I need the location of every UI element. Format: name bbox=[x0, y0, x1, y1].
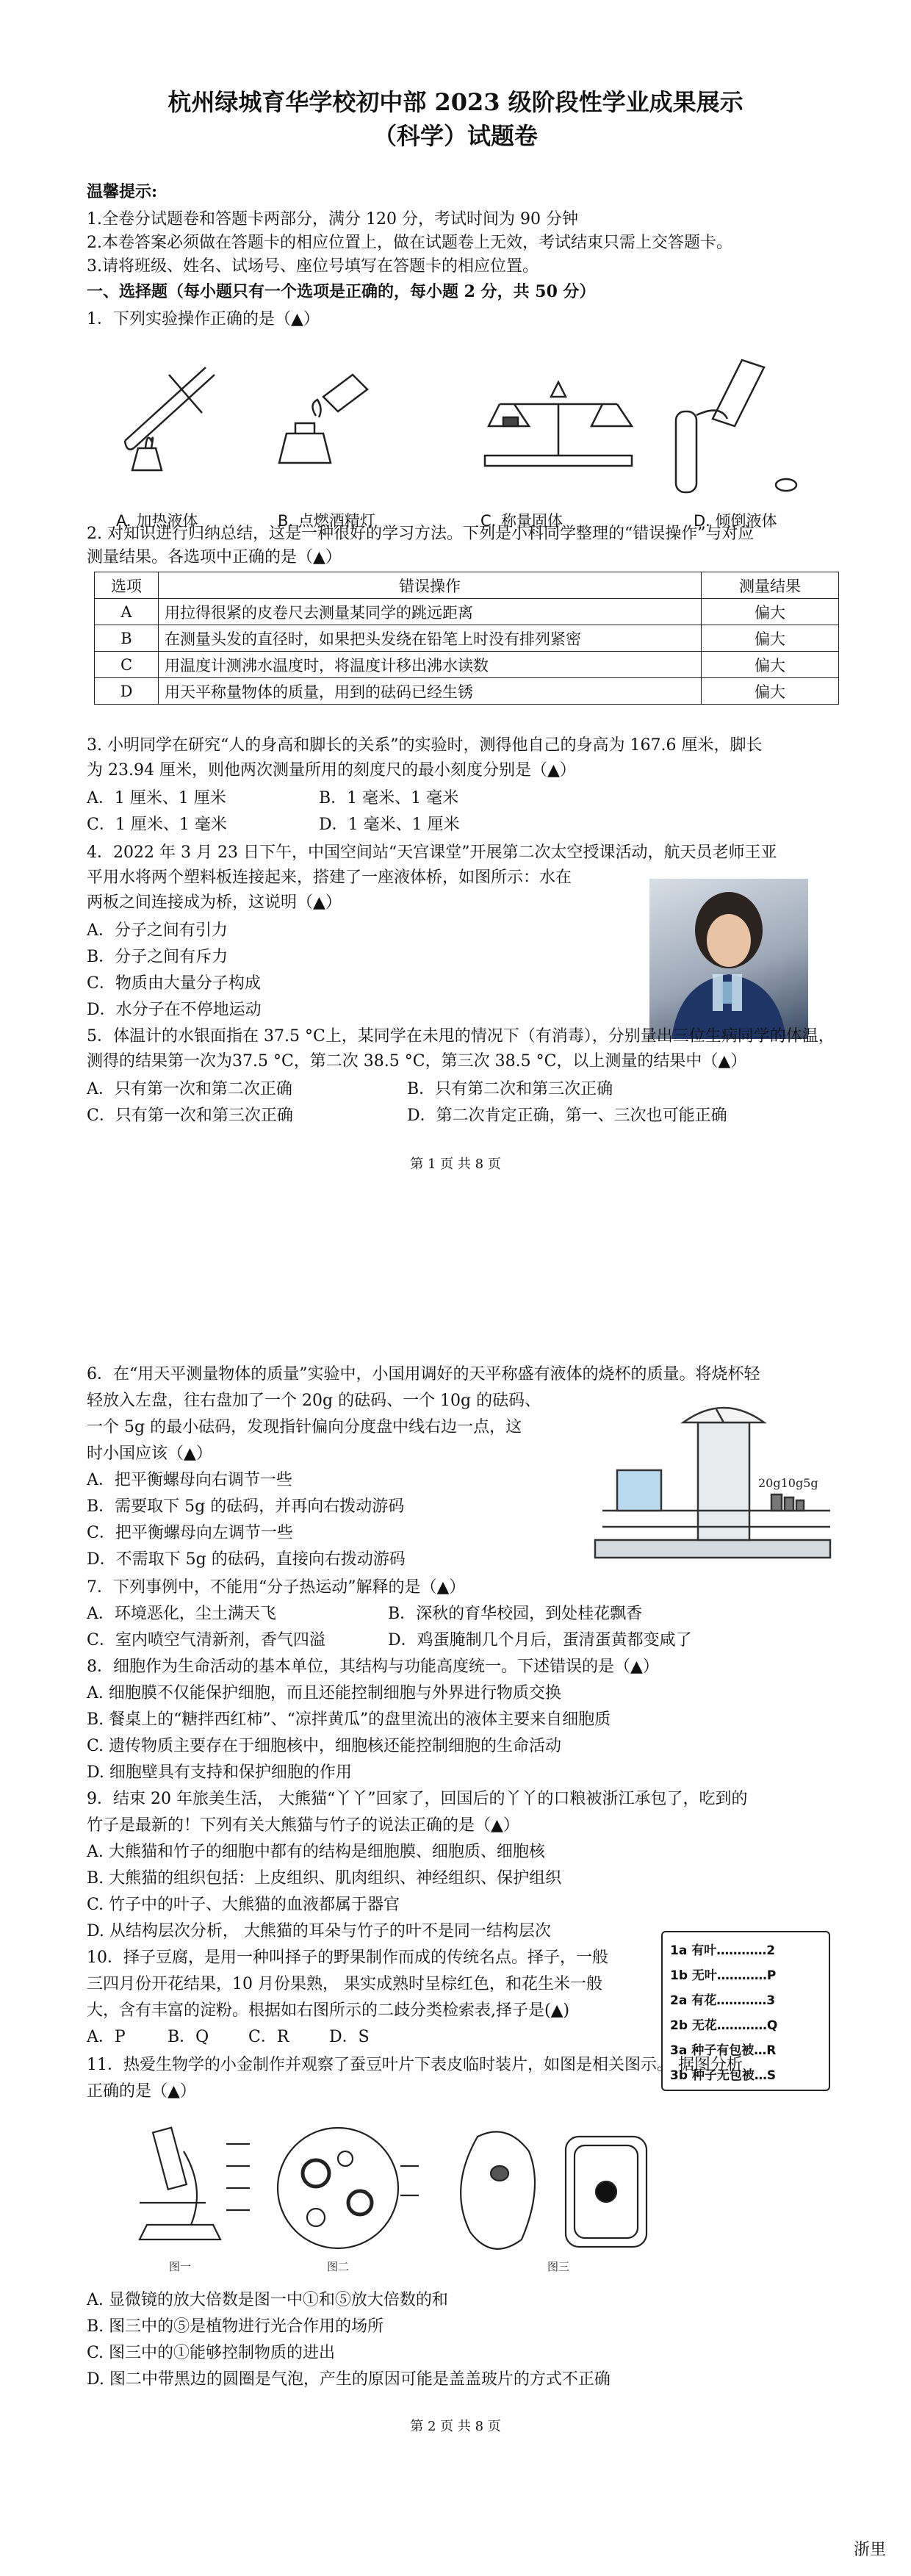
question-6-stem-cont: 轻放入左盘，往右盘加了一个 20g 的砝码、一个 10g 的砝码、 bbox=[87, 1392, 541, 1410]
plant-cell-icon bbox=[461, 2131, 535, 2249]
q11-option-b: B. 图三中的⑤是植物进行光合作用的场所 bbox=[87, 2317, 384, 2336]
question-5-stem: 5．体温计的水银面指在 37.5 °C上，某同学在未甩的情况下（有消毒），分别量出三位生病同学的体温， bbox=[87, 1027, 835, 1046]
exam-title: 杭州绿城育华学校初中部 2023 级阶段性学业成果展示 bbox=[168, 88, 743, 116]
q9-option-b: B. 大熊猫的组织包括：上皮组织、肌肉组织、神经组织、保护组织 bbox=[87, 1869, 562, 1888]
question-7-stem: 7．下列事例中，不能用“分子热运动”解释的是（▲） bbox=[87, 1578, 466, 1597]
table-cell: 偏大 bbox=[702, 599, 839, 625]
corner-mark: 浙里 bbox=[853, 2541, 886, 2559]
q5-option-c: C．只有第一次和第三次正确 bbox=[87, 1107, 293, 1125]
page-footer: 第 1 页 共 8 页 bbox=[410, 1156, 501, 1172]
q10-option-a: A．P bbox=[87, 2028, 126, 2046]
table-header: 选项 bbox=[95, 572, 159, 599]
q7-option-c: C．室内喷空气清新剂，香气四溢 bbox=[87, 1631, 325, 1649]
table-row bbox=[95, 678, 839, 705]
table-cell: C bbox=[95, 652, 159, 678]
q4-option-d: D．水分子在不停地运动 bbox=[87, 1001, 262, 1019]
question-2-stem: 2. 对知识进行归纳总结，这是一种很好的学习方法。下列是小科同学整理的“错误操作”与对应 bbox=[87, 525, 755, 543]
question-1-stem: 1．下列实验操作正确的是（▲） bbox=[87, 310, 320, 328]
q9-option-c: C. 竹子中的叶子、大熊猫的血液都属于器官 bbox=[87, 1896, 400, 1914]
q10-option-b: B．Q bbox=[168, 2028, 209, 2046]
second-lamp-icon bbox=[323, 375, 367, 411]
q11-option-d: D. 图二中带黑边的圆圈是气泡，产生的原因可能是盖盖玻片的方式不正确 bbox=[87, 2370, 611, 2389]
q5-option-d: D．第二次肯定正确，第一、三次也可能正确 bbox=[407, 1107, 727, 1125]
question-9-stem-cont: 竹子是最新的！下列有关大熊猫与竹子的说法正确的是（▲） bbox=[87, 1816, 519, 1835]
q9-option-a: A. 大熊猫和竹子的细胞中都有的结构是细胞膜、细胞质、细胞核 bbox=[87, 1843, 545, 1861]
liquid-bridge-photo bbox=[649, 879, 808, 1039]
q8-option-b: B. 餐桌上的“糖拌西红柿”、“凉拌黄瓜”的盘里流出的液体主要来自细胞质 bbox=[87, 1710, 611, 1729]
microscope-icon bbox=[140, 2225, 220, 2239]
q3-option-a: A．1 厘米、1 厘米 bbox=[87, 789, 226, 807]
q6-option-c: C．把平衡螺母向左调节一些 bbox=[87, 1524, 293, 1542]
page-footer: 第 2 页 共 8 页 bbox=[410, 2419, 501, 2434]
question-11-stem: 11．热爱生物学的小金制作并观察了蚕豆叶片下表皮临时装片，如图是相关图示。 据图分析 bbox=[87, 2056, 743, 2074]
q6-option-a: A．把平衡螺母向右调节一些 bbox=[87, 1471, 292, 1489]
table-cell: 偏大 bbox=[702, 652, 839, 678]
q10-option-c: C．R bbox=[248, 2028, 289, 2046]
field-of-view-icon bbox=[278, 2128, 398, 2248]
q1-label-d: D. 倾倒液体 bbox=[694, 512, 777, 530]
q3-option-d: D．1 毫米、1 厘米 bbox=[319, 816, 460, 834]
table-cell: 用天平称量物体的质量，用到的砝码已经生锈 bbox=[159, 678, 702, 705]
table-row bbox=[95, 652, 839, 678]
q1-apparatus-figure bbox=[103, 345, 823, 500]
question-6-stem: 6．在“用天平测量物体的质量”实验中，小国用调好的天平称盛有液体的烧杯的质量。将烧杯轻 bbox=[87, 1365, 760, 1384]
q11-option-c: C. 图三中的①能够控制物质的进出 bbox=[87, 2344, 336, 2362]
tip-line: 3.请将班级、姓名、试场号、座位号填写在答题卡的相应位置。 bbox=[87, 257, 539, 276]
question-4-stem-cont: 平用水将两个塑料板连接起来，搭建了一座液体桥，如图所示：水在 bbox=[87, 868, 572, 887]
q5-option-b: B．只有第二次和第三次正确 bbox=[407, 1080, 613, 1098]
weight-icon bbox=[796, 1500, 804, 1511]
table-cell: 用拉得很紧的皮卷尺去测量某同学的跳远距离 bbox=[159, 599, 702, 625]
q8-option-a: A. 细胞膜不仅能保护细胞，而且还能控制细胞与外界进行物质交换 bbox=[87, 1684, 561, 1702]
table-cell: 偏大 bbox=[702, 678, 839, 705]
question-10-stem-cont: 大，含有丰富的淀粉。根据如右图所示的二歧分类检索表,择子是(▲) bbox=[87, 2001, 570, 2020]
q1-label-c: C. 称量固体 bbox=[480, 512, 563, 530]
table-row bbox=[95, 599, 839, 625]
key-line: 2a 有花…………3 bbox=[670, 1993, 776, 2008]
alcohol-lamp-icon bbox=[279, 433, 331, 463]
key-line: 1a 有叶…………2 bbox=[670, 1943, 776, 1958]
balance-base-icon bbox=[595, 1540, 830, 1558]
q1-label-b: B. 点燃酒精灯 bbox=[278, 512, 375, 530]
q3-option-c: C．1 厘米、1 毫米 bbox=[87, 816, 227, 834]
exam-subtitle: （科学）试题卷 bbox=[372, 122, 538, 150]
tip-line: 2.本卷答案必须做在答题卡的相应位置上，做在试题卷上无效，考试结束只需上交答题卡。 bbox=[87, 234, 732, 252]
key-line: 2b 无花…………Q bbox=[670, 2018, 778, 2033]
table-header: 测量结果 bbox=[702, 572, 839, 599]
tip-line: 1.全卷分试题卷和答题卡两部分，满分 120 分，考试时间为 90 分钟 bbox=[87, 210, 578, 229]
beaker-icon bbox=[617, 1470, 661, 1511]
table-cell: B bbox=[95, 625, 159, 652]
q5-option-a: A．只有第一次和第二次正确 bbox=[87, 1080, 292, 1098]
weights-label: 20g10g5g bbox=[758, 1476, 818, 1490]
q10-option-d: D．S bbox=[329, 2028, 370, 2046]
key-line: 3b 种子无包被…S bbox=[670, 2068, 777, 2083]
q7-option-d: D．鸡蛋腌制几个月后，蛋清蛋黄都变咸了 bbox=[388, 1631, 692, 1649]
stopper-icon bbox=[776, 479, 796, 491]
q6-option-b: B．需要取下 5g 的砝码，并再向右拨动游码 bbox=[87, 1497, 405, 1516]
question-3-stem: 3. 小明同学在研究“人的身高和脚长的关系”的实验时，测得他自己的身高为 167.6 厘米，脚长 bbox=[87, 736, 763, 755]
question-8-stem: 8．细胞作为生命活动的基本单位，其结构与功能高度统一。下述错误的是（▲） bbox=[87, 1658, 659, 1676]
figure-label: 图二 bbox=[327, 2260, 350, 2273]
table-cell: D bbox=[95, 678, 159, 705]
question-11-stem-cont: 正确的是（▲） bbox=[87, 2082, 196, 2101]
q4-option-c: C．物质由大量分子构成 bbox=[87, 974, 261, 993]
table-header-row bbox=[95, 572, 839, 599]
question-4-stem: 4．2022 年 3 月 23 日下午，中国空间站“天宫课堂”开展第二次太空授课活动，航天员老师王亚 bbox=[87, 843, 777, 862]
figure-label: 图一 bbox=[169, 2260, 192, 2273]
key-line: 1b 无叶…………P bbox=[670, 1968, 777, 1983]
q1-label-a: A. 加热液体 bbox=[116, 512, 198, 530]
q2-table bbox=[94, 572, 839, 705]
figure-label: 图三 bbox=[547, 2260, 570, 2273]
question-4-stem-cont: 两板之间连接成为桥，这说明（▲） bbox=[87, 893, 342, 912]
q11-figures bbox=[96, 2115, 669, 2276]
table-cell: 在测量头发的直径时，如果把头发绕在铅笔上时没有排列紧密 bbox=[159, 625, 702, 652]
question-10-stem: 10．择子豆腐，是用一种叫择子的野果制作而成的传统名点。择子，一般 bbox=[87, 1949, 608, 1967]
q4-option-a: A．分子之间有引力 bbox=[87, 921, 228, 940]
q4-option-b: B．分子之间有斥力 bbox=[87, 948, 228, 966]
q9-option-d: D. 从结构层次分析， 大熊猫的耳朵与竹子的叶不是同一结构层次 bbox=[87, 1922, 551, 1940]
q8-option-d: D. 细胞壁具有支持和保护细胞的作用 bbox=[87, 1763, 352, 1782]
tips-heading: 温馨提示: bbox=[87, 182, 158, 201]
table-header: 错误操作 bbox=[159, 572, 702, 599]
q11-option-a: A. 显微镜的放大倍数是图一中①和⑤放大倍数的和 bbox=[87, 2291, 448, 2309]
q7-option-a: A．环境恶化，尘土满天飞 bbox=[87, 1605, 276, 1623]
q8-option-c: C. 遗传物质主要存在于细胞核中，细胞核还能控制细胞的生命活动 bbox=[87, 1737, 562, 1755]
weight-icon bbox=[785, 1497, 793, 1511]
section-heading: 一、选择题（每小题只有一个选项是正确的，每小题 2 分，共 50 分） bbox=[87, 282, 596, 301]
q7-option-b: B．深秋的育华校园，到处桂花飘香 bbox=[388, 1605, 643, 1623]
question-9-stem: 9．结束 20 年旅美生活， 大熊猫“丫丫”回家了，回国后的丫丫的口粮被浙江承包了，吃到的 bbox=[87, 1790, 748, 1808]
weight-icon bbox=[771, 1494, 782, 1511]
question-6-stem-cont: 时小国应该（▲） bbox=[87, 1444, 212, 1463]
table-cell: A bbox=[95, 599, 159, 625]
exam-page-1 bbox=[0, 0, 911, 1264]
question-6-stem-cont: 一个 5g 的最小砝码，发现指针偏向分度盘中线右边一点，这 bbox=[87, 1418, 522, 1436]
exam-page-2 bbox=[0, 1330, 911, 2576]
q3-option-b: B．1 毫米、1 毫米 bbox=[319, 789, 459, 807]
question-3-stem-cont: 为 23.94 厘米，则他两次测量所用的刻度尺的最小刻度分别是（▲） bbox=[87, 761, 576, 780]
key-line: 3a 种子有包被…R bbox=[670, 2043, 777, 2058]
balance-figure bbox=[588, 1400, 845, 1569]
table-row bbox=[95, 625, 839, 652]
q6-option-d: D．不需取下 5g 的砝码，直接向右拨动游码 bbox=[87, 1550, 406, 1569]
table-cell: 偏大 bbox=[702, 625, 839, 652]
question-2-stem-cont: 测量结果。各选项中正确的是（▲） bbox=[87, 548, 342, 566]
balance-icon bbox=[485, 456, 632, 466]
reagent-bottle-icon bbox=[713, 360, 764, 426]
test-tube-icon bbox=[676, 411, 696, 492]
question-10-stem-cont: 三四月份开花结果，10 月份果熟， 果实成熟时呈棕红色，和花生米一般 bbox=[87, 1975, 602, 1993]
table-cell: 用温度计测沸水温度时，将温度计移出沸水读数 bbox=[159, 652, 702, 678]
question-5-stem-cont: 测得的结果第一次为37.5 °C，第二次 38.5 °C，第三次 38.5 °C，以上测量的结果中（▲） bbox=[87, 1052, 747, 1071]
alcohol-lamp-icon bbox=[132, 448, 162, 470]
